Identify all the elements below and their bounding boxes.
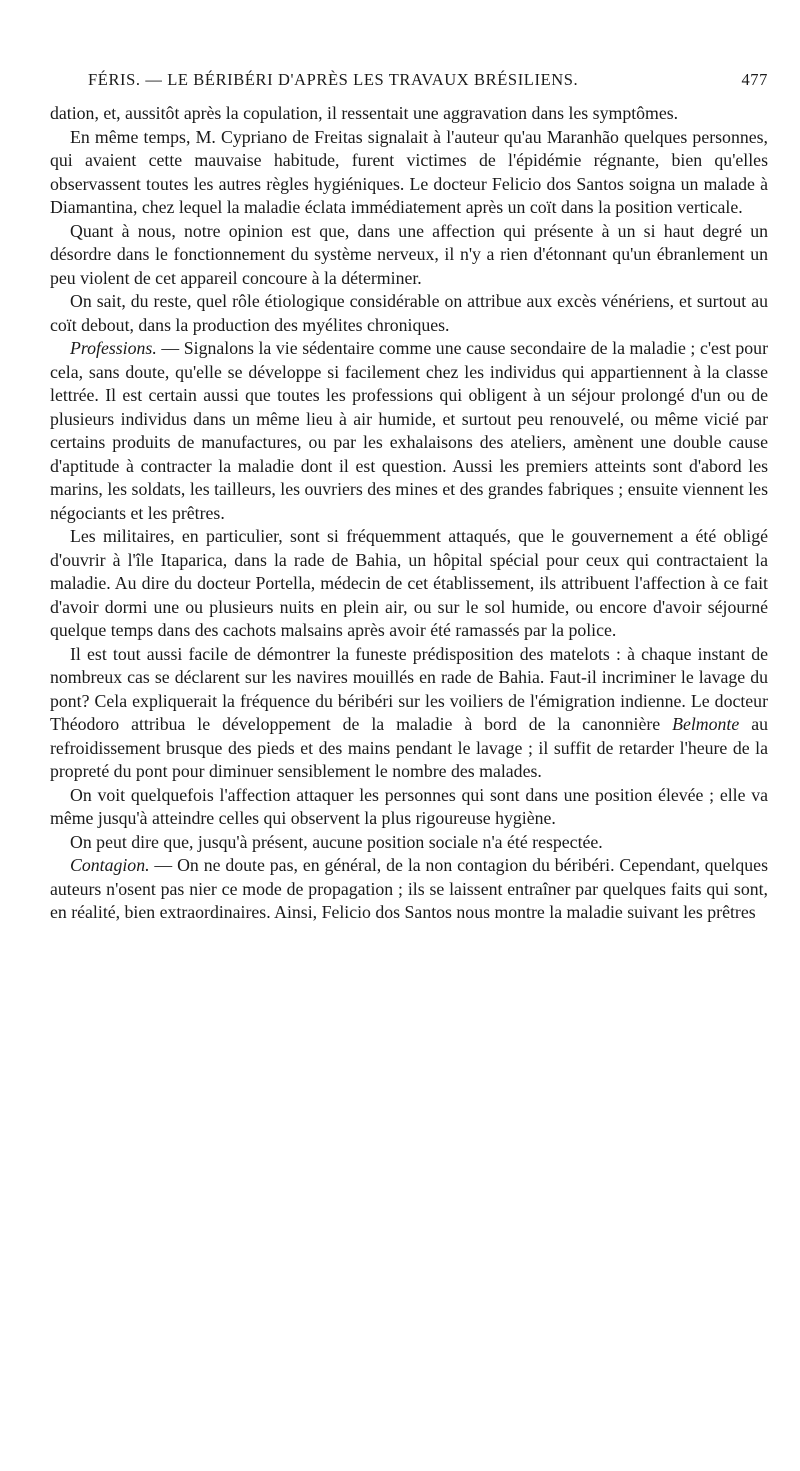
paragraph-7: Il est tout aussi facile de démontrer la funeste prédisposition des matelots : à chaque instant de nombreux cas se déclarent sur les navires mouillés en rade de Bahia. Faut-il incriminer le lavage du pont? Cela expliquerait la fréquence du béribéri sur les voiliers de l'émigration indienne. Le docteur Théodoro attribua le développement de la maladie à bord de la canonnière Belmonte au refroidissement brusque des pieds et des mains pendant le lavage ; il suffit de retarder l'heure de la propreté du pont pour diminuer sensiblement le nombre des malades. <box>50 643 768 781</box>
section-heading-contagion: Contagion. <box>70 855 150 875</box>
paragraph-1: dation, et, aussitôt après la copulation, il ressentait une aggravation dans les symptômes. <box>50 103 679 123</box>
paragraph-professions: Professions. — Signalons la vie sédentaire comme une cause secondaire de la maladie ; c'est pour cela, sans doute, qu'elle se développe si facilement chez les individus qui appartiennent à la classe lettrée. Il est certain aussi que toutes les professions qui obligent à un séjour prolongé d'un ou de plusieurs individus dans un même lieu à air humide, et surtout peu renouvelé, ou même vicié par certains produits de manufactures, ou par les exhalaisons des ateliers, amènent une double cause d'aptitude à contracter la maladie dont il est question. Aussi les premiers atteints sont d'abord les marins, les soldats, les tailleurs, les ouvriers des mines et des grandes fabriques ; ensuite viennent les négociants et les prêtres. <box>50 338 768 523</box>
paragraph-2: En même temps, M. Cypriano de Freitas signalait à l'auteur qu'au Maranhão quelques personnes, qui avaient cette mauvaise habitude, furent victimes de l'épidémie régnante, bien qu'elles observassent toutes les autres règles hygiéniques. Le docteur Felicio dos Santos soigna un malade à Diamantina, chez lequel la maladie éclata immédiatement après un coït dans la position verticale. <box>50 126 768 217</box>
paragraph-9: On peut dire que, jusqu'à présent, aucune position sociale n'a été respectée. <box>70 831 603 852</box>
running-header <box>50 70 768 90</box>
paragraph-contagion: Contagion. — On ne doute pas, en général, de la non contagion du béribéri. Cependant, quelques auteurs n'osent pas nier ce mode de propagation ; ils se laissent entraîner par quelques faits qui sont, en réalité, bien extraordinaires. Ainsi, Felicio dos Santos nous montre la maladie suivant les prêtres <box>50 855 768 922</box>
body-text <box>50 102 768 925</box>
section-heading-professions: Professions. <box>70 338 157 358</box>
running-title: FÉRIS. — LE BÉRIBÉRI D'APRÈS LES TRAVAUX BRÉSILIENS. <box>88 70 579 89</box>
paragraph-6: Les militaires, en particulier, sont si fréquemment attaqués, que le gouvernement a été obligé d'ouvrir à l'île Itaparica, dans la rade de Bahia, un hôpital spécial pour ceux qui contractaient la maladie. Au dire du docteur Portella, médecin de cet établissement, ils attribuent l'affection à ce fait d'avoir dormi une ou plusieurs nuits en plein air, ou sur le sol humide, ou encore d'avoir séjourné quelque temps dans des cachots malsains après avoir été ramassés par la police. <box>50 526 768 640</box>
paragraph-3: Quant à nous, notre opinion est que, dans une affection qui présente à un si haut degré un désordre dans le fonctionnement du système nerveux, il n'y a rien d'étonnant qu'un ébranlement un peu violent de cet appareil concoure à la déterminer. <box>50 220 768 288</box>
page-number: 477 <box>741 70 768 89</box>
paragraph-4: On sait, du reste, quel rôle étiologique considérable on attribue aux excès vénériens, et surtout au coït debout, dans la production des myélites chroniques. <box>50 291 768 335</box>
book-page <box>50 70 768 925</box>
paragraph-8: On voit quelquefois l'affection attaquer les personnes qui sont dans une position élevée ; elle va même jusqu'à atteindre celles qui observent la plus rigoureuse hygiène. <box>50 784 768 828</box>
